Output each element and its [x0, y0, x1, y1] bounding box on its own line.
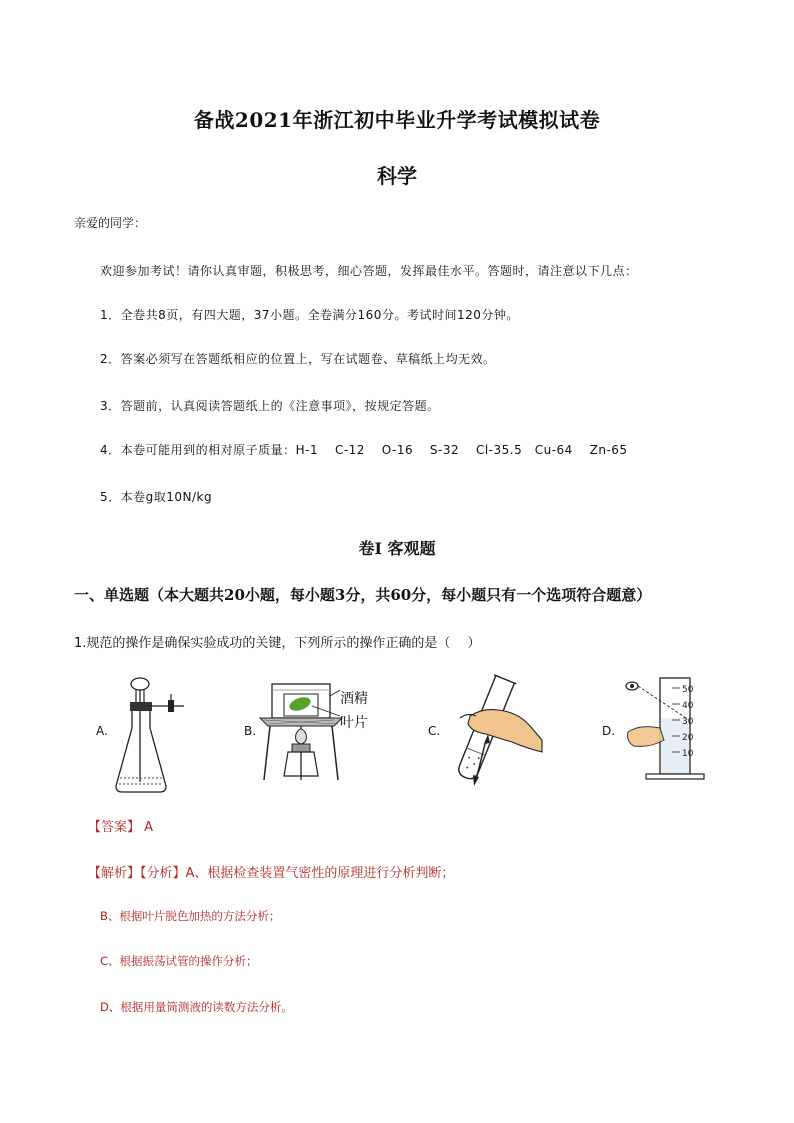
analysis-line-d: D、根据用量筒测液的读数方法分析。	[100, 1000, 293, 1014]
greeting: 亲爱的同学：	[74, 216, 147, 230]
note-2: 2．答案必须写在答题纸相应的位置上，写在试题卷、草稿纸上均无效。	[100, 352, 496, 366]
analysis-line-b: B、根据叶片脱色加热的方法分析；	[100, 909, 281, 923]
note-3: 3．答题前，认真阅读答题纸上的《注意事项》，按规定答题。	[100, 399, 440, 413]
exam-title: 备战2021年浙江初中毕业升学考试模拟试卷	[193, 108, 601, 132]
note-4: 4．本卷可能用到的相对原子质量：H-1 C-12 O-16 S-32 Cl-35.5 Cu-64 Zn-65	[100, 443, 628, 457]
question-1-stem: 1.规范的操作是确保实验成功的关键，下列所示的操作正确的是（ ）	[74, 636, 481, 651]
section-heading: 一、单选题（本大题共20小题，每小题3分，共60分，每小题只有一个选项符合题意）	[74, 586, 652, 604]
option-c-label: C.	[428, 724, 441, 738]
analysis-prefix: 【解析】【分析】	[88, 866, 186, 881]
scale-label: 50	[682, 685, 694, 695]
scale-label: 30	[682, 717, 694, 727]
option-d-label: D.	[602, 724, 616, 738]
note-5: 5．本卷g取10N/kg	[100, 490, 213, 504]
option-a-label: A.	[96, 724, 108, 738]
scale-label: 40	[682, 701, 694, 711]
welcome-text: 欢迎参加考试！请你认真审题，积极思考，细心答题，发挥最佳水平。答题时，请注意以下几点：	[100, 264, 638, 278]
alcohol-annotation: 酒精	[340, 691, 368, 707]
flask-airtightness-icon	[112, 672, 192, 798]
shake-test-tube-icon	[446, 672, 546, 788]
option-b-label: B.	[244, 724, 257, 738]
graduated-cylinder-reading-icon	[620, 674, 730, 784]
analysis-line-c: C、根据振荡试管的操作分析；	[100, 954, 258, 968]
analysis-line-a: A、根据检查装置气密性的原理进行分析判断；	[185, 866, 455, 881]
answer: 【答案】 A	[88, 820, 154, 835]
note-1: 1．全卷共8页，有四大题，37小题。全卷满分160分。考试时间120分钟。	[100, 308, 519, 322]
leaf-annotation: 叶片	[340, 715, 368, 731]
analysis-header	[88, 862, 454, 881]
scale-label: 10	[682, 749, 694, 759]
section-title: 卷Ⅰ 客观题	[358, 539, 436, 558]
scale-label: 20	[682, 733, 694, 743]
subject-title: 科学	[377, 164, 417, 188]
